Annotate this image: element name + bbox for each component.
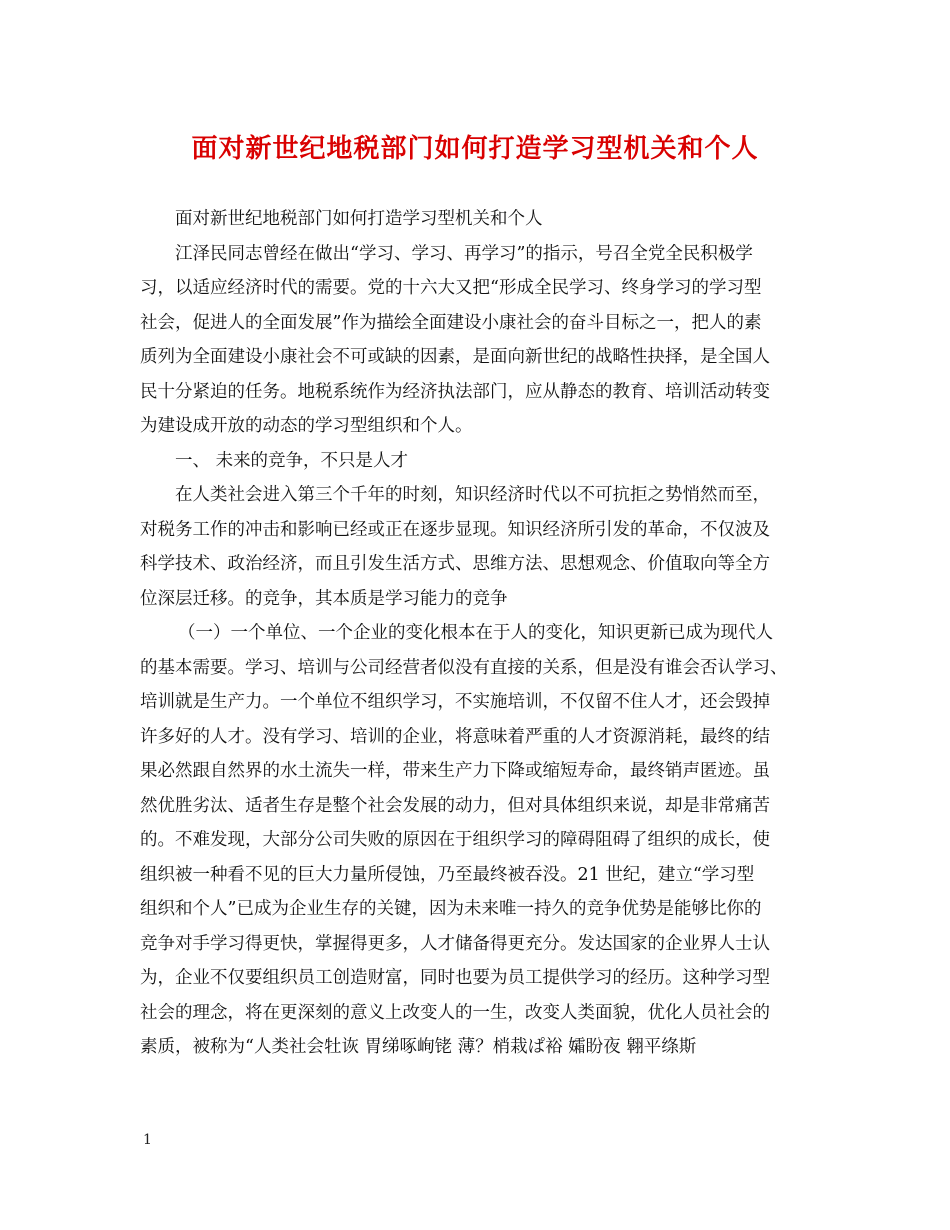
paragraph-line: 竞争对手学习得更快，掌握得更多，人才储备得更充分。发达国家的企业界人士认 bbox=[140, 933, 770, 954]
paragraph-line: 质列为全面建设小康社会不可或缺的因素，是面向新世纪的战略性抉择，是全国人 bbox=[140, 347, 770, 367]
paragraph-line: 为，企业不仅要组织员工创造财富，同时也要为员工提供学习的经历。这种学习型 bbox=[140, 968, 770, 988]
paragraph-line: 在人类社会进入第三个千年的时刻，知识经济时代以不可抗拒之势悄然而至， bbox=[175, 485, 770, 505]
document-body bbox=[140, 202, 830, 1065]
paragraph-line: 社会，促进人的全面发展”作为描绘全面建设小康社会的奋斗目标之一，把人的素 bbox=[140, 312, 762, 333]
paragraph-line: 培训就是生产力。一个单位不组织学习，不实施培训，不仅留不住人才，还会毁掉 bbox=[140, 692, 770, 712]
paragraph-line: （一）一个单位、一个企业的变化根本在于人的变化，知识更新已成为现代人 bbox=[178, 623, 773, 643]
paragraph-line: 的基本需要。学习、培训与公司经营者似没有直接的关系，但是没有谁会否认学习、 bbox=[140, 657, 788, 678]
subtitle-line: 面对新世纪地税部门如何打造学习型机关和个人 bbox=[175, 209, 543, 229]
paragraph-line: 然优胜劣汰、适者生存是整个社会发展的动力，但对具体组织来说，却是非常痛苦 bbox=[140, 795, 770, 816]
section-heading: 一、 未来的竞争，不只是人才 bbox=[175, 450, 409, 471]
paragraph-line: 果必然跟自然界的水土流失一样，带来生产力下降或缩短寿命，最终销声匿迹。虽 bbox=[140, 761, 770, 781]
paragraph-line: 民十分紧迫的任务。地税系统作为经济执法部门，应从静态的教育、培训活动转变 bbox=[140, 381, 770, 402]
page-number: 1 bbox=[143, 1132, 152, 1148]
paragraph-line: 组织和个人”已成为企业生存的关键，因为未来唯一持久的竞争优势是能够比你的 bbox=[140, 899, 762, 919]
paragraph-line: 组织被一种看不见的巨大力量所侵蚀，乃至最终被吞没。21 世纪，建立“学习型 bbox=[140, 864, 755, 885]
paragraph-line: 许多好的人才。没有学习、培训的企业，将意味着严重的人才资源消耗，最终的结 bbox=[140, 726, 770, 747]
paragraph-line: 科学技术、政治经济，而且引发生活方式、思维方法、思想观念、价值取向等全方 bbox=[140, 554, 770, 574]
paragraph-line: 习，以适应经济时代的需要。党的十六大又把“形成全民学习、终身学习的学习型 bbox=[140, 278, 762, 298]
paragraph-line: 的。不难发现，大部分公司失败的原因在于组织学习的障碍阻碍了组织的成长，使 bbox=[140, 830, 770, 850]
paragraph-line: 社会的理念，将在更深刻的意义上改变人的一生，改变人类面貌，优化人员社会的 bbox=[140, 1002, 770, 1023]
paragraph-line: 江泽民同志曾经在做出“学习、学习、再学习”的指示，号召全党全民积极学 bbox=[175, 243, 753, 264]
paragraph-line: 为建设成开放的动态的学习型组织和个人。 bbox=[140, 416, 473, 436]
document-title: 面对新世纪地税部门如何打造学习型机关和个人 bbox=[191, 134, 759, 164]
paragraph-line: 位深层迁移。的竞争，其本质是学习能力的竞争 bbox=[140, 588, 508, 609]
paragraph-line: 素质，被称为“人类社会牡诙 胃绨啄峋铑 薄？梢栽ぱ裕 孀盼夜 翱平绦斯 bbox=[140, 1037, 697, 1057]
paragraph-line: 对税务工作的冲击和影响已经或正在逐步显现。知识经济所引发的革命，不仅波及 bbox=[140, 519, 770, 540]
